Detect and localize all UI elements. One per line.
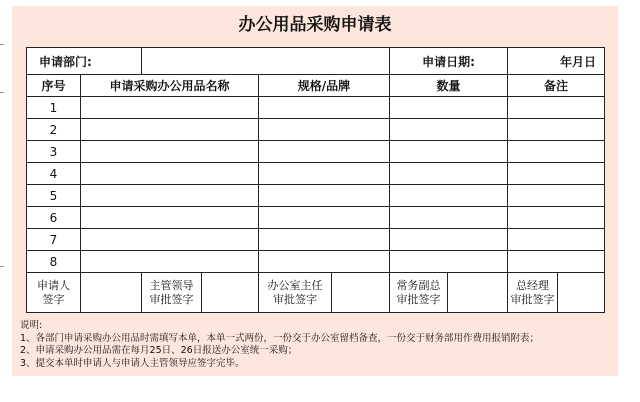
edge-mark (0, 266, 4, 267)
table-row (27, 163, 605, 185)
table-row (27, 97, 605, 119)
col-spec: 规格/品牌 (259, 75, 390, 97)
table-row (27, 251, 605, 273)
row-spec-field[interactable] (259, 119, 390, 141)
col-qty: 数量 (390, 75, 508, 97)
row-remark-field[interactable] (508, 97, 605, 119)
row-name-field[interactable] (81, 119, 259, 141)
col-remark: 备注 (508, 75, 605, 97)
row-seq: 2 (27, 119, 81, 141)
row-qty-field[interactable] (390, 251, 508, 273)
dept-label: 申请部门: (27, 48, 142, 75)
row-name-field[interactable] (81, 163, 259, 185)
sig-vice-label: 常务副总 审批签字 (390, 273, 448, 313)
row-remark-field[interactable] (508, 141, 605, 163)
table-row (27, 229, 605, 251)
edge-mark (0, 92, 4, 93)
col-seq: 序号 (27, 75, 81, 97)
note-item: 3、提交本单时申请人与申请人主管领导应签字完毕。 (20, 357, 245, 369)
row-name-field[interactable] (81, 229, 259, 251)
row-remark-field[interactable] (508, 251, 605, 273)
row-seq: 7 (27, 229, 81, 251)
row-seq: 3 (27, 141, 81, 163)
row-qty-field[interactable] (390, 141, 508, 163)
row-remark-field[interactable] (508, 229, 605, 251)
edge-mark (0, 44, 4, 45)
row-seq: 1 (27, 97, 81, 119)
row-qty-field[interactable] (390, 207, 508, 229)
row-spec-field[interactable] (259, 229, 390, 251)
row-seq: 4 (27, 163, 81, 185)
sig-vice-field[interactable] (448, 273, 508, 313)
row-name-field[interactable] (81, 207, 259, 229)
dept-field[interactable] (142, 48, 390, 75)
row-spec-field[interactable] (259, 207, 390, 229)
row-name-field[interactable] (81, 185, 259, 207)
table-row (27, 207, 605, 229)
row-remark-field[interactable] (508, 207, 605, 229)
row-qty-field[interactable] (390, 163, 508, 185)
row-spec-field[interactable] (259, 163, 390, 185)
date-label: 申请日期: (390, 48, 508, 75)
signature-row (27, 273, 605, 313)
row-remark-field[interactable] (508, 163, 605, 185)
row-remark-field[interactable] (508, 185, 605, 207)
row-qty-field[interactable] (390, 185, 508, 207)
row-name-field[interactable] (81, 97, 259, 119)
row-name-field[interactable] (81, 251, 259, 273)
sig-office-label: 办公室主任 审批签字 (259, 273, 332, 313)
row-remark-field[interactable] (508, 119, 605, 141)
form-title: 办公用品采购申请表 (238, 15, 392, 35)
sig-supervisor-field[interactable] (202, 273, 259, 313)
row-qty-field[interactable] (390, 119, 508, 141)
col-name: 申请采购办公用品名称 (81, 75, 259, 97)
item-rows (27, 97, 605, 273)
note-item: 2、申请采购办公用品需在每月25日、26日报送办公室统一采购； (20, 345, 298, 356)
notes-section (20, 320, 610, 370)
row-name-field[interactable] (81, 141, 259, 163)
date-field[interactable] (508, 48, 605, 75)
row-qty-field[interactable] (390, 229, 508, 251)
sig-applicant-label: 申请人 签字 (27, 273, 81, 313)
column-header-row (27, 75, 605, 97)
row-spec-field[interactable] (259, 185, 390, 207)
sig-supervisor-label: 主管领导 审批签字 (142, 273, 202, 313)
row-seq: 6 (27, 207, 81, 229)
purchase-form-table (26, 47, 605, 313)
sig-gm-label: 总经理 审批签字 (508, 273, 558, 313)
note-item: 1、各部门申请采购办公用品时需填写本单，本单一式两份，一份交于办公室留档备查，一份交于财务部用作费用报销附表； (20, 332, 540, 344)
sig-applicant-field[interactable] (81, 273, 142, 313)
header-row (27, 48, 605, 75)
row-spec-field[interactable] (259, 97, 390, 119)
sig-office-field[interactable] (332, 273, 390, 313)
day-label: 日 (584, 54, 597, 69)
row-seq: 8 (27, 251, 81, 273)
row-spec-field[interactable] (259, 141, 390, 163)
sig-gm-field[interactable] (558, 273, 605, 313)
notes-heading: 说明: (20, 320, 43, 331)
table-row (27, 141, 605, 163)
table-row (27, 185, 605, 207)
table-row (27, 119, 605, 141)
row-spec-field[interactable] (259, 251, 390, 273)
year-label: 年 (560, 54, 573, 69)
row-seq: 5 (27, 185, 81, 207)
month-label: 月 (572, 54, 585, 69)
row-qty-field[interactable] (390, 97, 508, 119)
